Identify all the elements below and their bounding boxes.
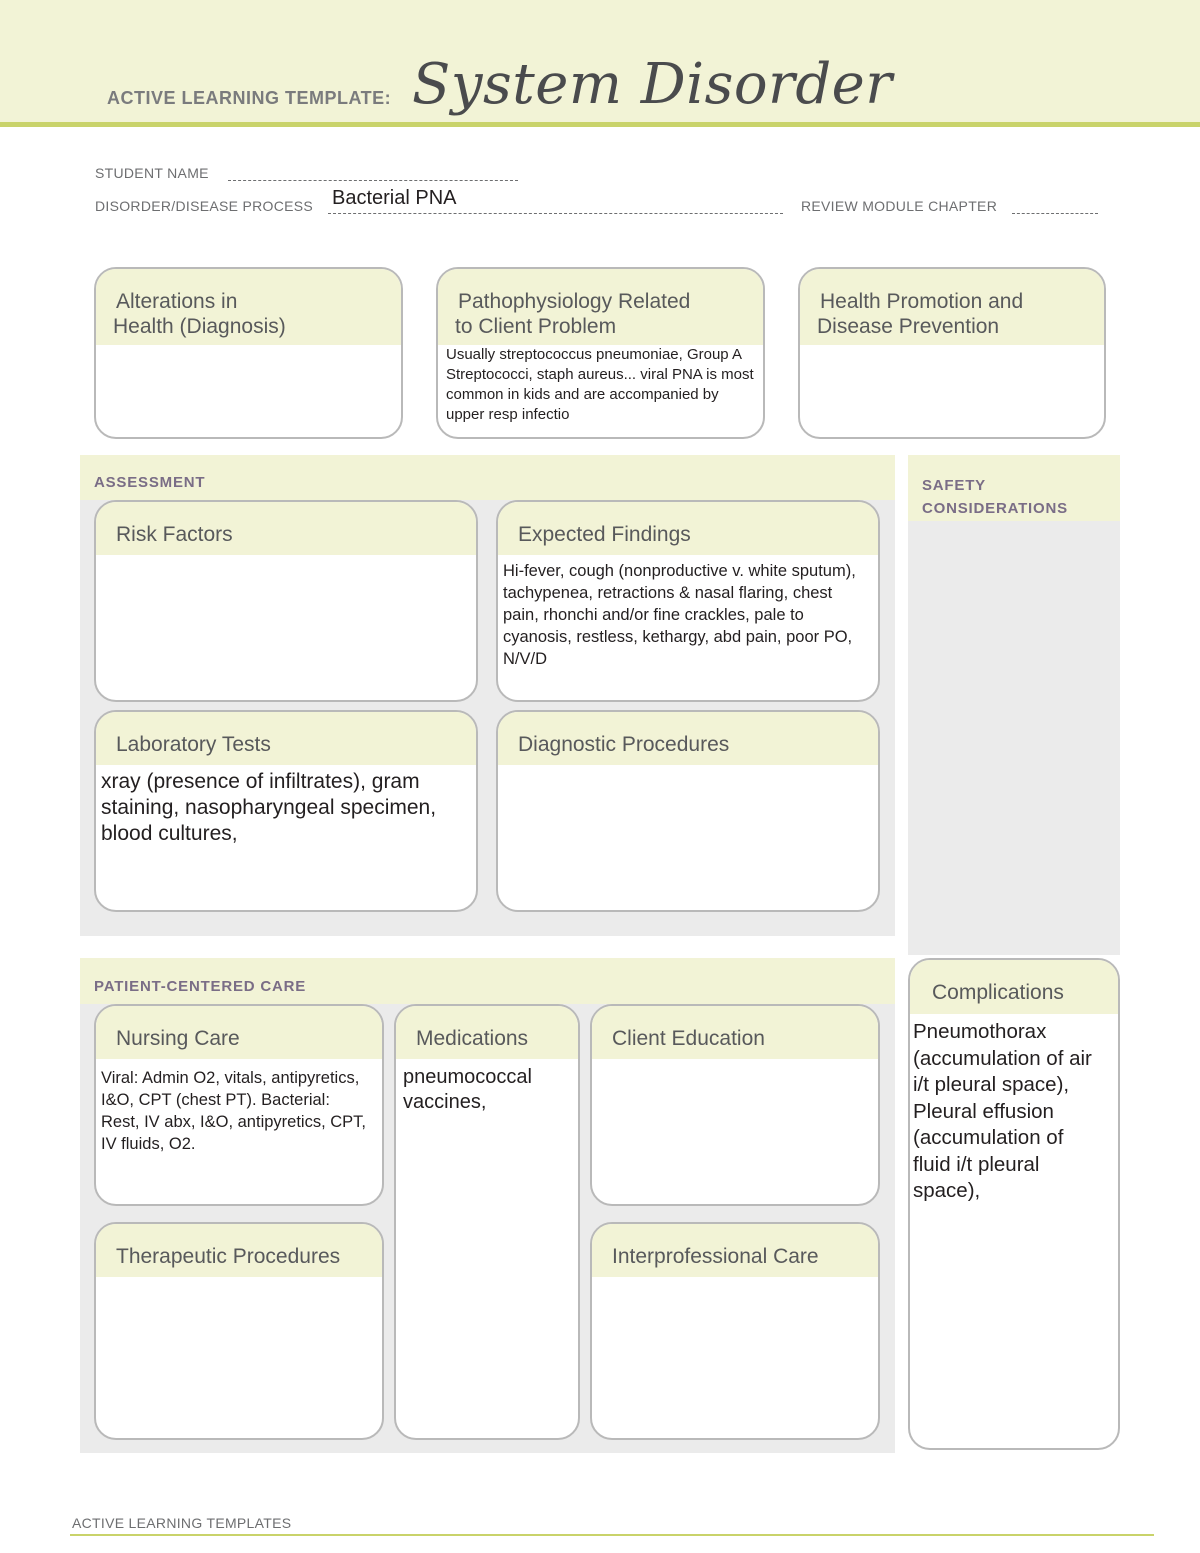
health-promotion-header [800, 269, 1104, 345]
health-promotion-title-line2: Disease Prevention [817, 315, 1000, 338]
header-rule [0, 122, 1200, 127]
expected-findings-header: Expected Findings [498, 502, 878, 555]
expected-findings-box[interactable] [496, 500, 880, 702]
medications-content: pneumococcal vaccines, [403, 1066, 532, 1113]
medications-header: Medications [396, 1006, 578, 1059]
therapeutic-procedures-header: Therapeutic Procedures [96, 1224, 382, 1277]
laboratory-tests-header: Laboratory Tests [96, 712, 476, 765]
disorder-value: Bacterial PNA [332, 187, 457, 209]
medications-box[interactable] [394, 1004, 580, 1440]
alterations-title-line1: Alterations in [116, 290, 238, 313]
health-promotion-box[interactable] [798, 267, 1106, 439]
pathophysiology-title-line1: Pathophysiology Related [458, 290, 691, 313]
diagnostic-procedures-content [498, 765, 878, 777]
complications-box[interactable] [908, 958, 1120, 1450]
risk-factors-box[interactable] [94, 500, 478, 702]
review-module-label: REVIEW MODULE CHAPTER [801, 198, 998, 214]
alterations-title-line2: Health (Diagnosis) [113, 315, 286, 338]
review-module-field[interactable] [1012, 213, 1098, 214]
laboratory-tests-box[interactable] [94, 710, 478, 912]
footer-label: ACTIVE LEARNING TEMPLATES [72, 1515, 292, 1531]
safety-section [908, 455, 1120, 955]
footer-rule [70, 1534, 1154, 1536]
diagnostic-procedures-box[interactable] [496, 710, 880, 912]
assessment-label: ASSESSMENT [94, 474, 206, 491]
diagnostic-procedures-header: Diagnostic Procedures [498, 712, 878, 765]
alterations-header [96, 269, 401, 345]
complications-content: Pneumothorax (accumulation of air i/t pleural space), Pleural effusion (accumulation of fluid i/t pleural space), [913, 1020, 1092, 1202]
client-education-box[interactable] [590, 1004, 880, 1206]
student-name-field[interactable] [228, 180, 518, 181]
student-name-label: STUDENT NAME [95, 165, 209, 181]
pathophysiology-content: Usually streptococcus pneumoniae, Group A Streptococci, staph aureus... viral PNA is most common in kids and are accompanied by upper resp infectio [446, 346, 754, 423]
alterations-content [96, 345, 401, 353]
therapeutic-procedures-box[interactable] [94, 1222, 384, 1440]
therapeutic-procedures-content [96, 1277, 382, 1289]
client-education-content [592, 1059, 878, 1071]
health-promotion-title-line1: Health Promotion and [820, 290, 1024, 313]
nursing-care-header: Nursing Care [96, 1006, 382, 1059]
risk-factors-header: Risk Factors [96, 502, 476, 555]
interprofessional-care-content [592, 1277, 878, 1289]
risk-factors-content [96, 555, 476, 567]
disorder-label: DISORDER/DISEASE PROCESS [95, 198, 314, 214]
safety-label-line1: SAFETY [922, 477, 986, 494]
nursing-care-box[interactable] [94, 1004, 384, 1206]
safety-label-line2: CONSIDERATIONS [922, 500, 1068, 517]
nursing-care-content: Viral: Admin O2, vitals, antipyretics, I&O, CPT (chest PT). Bacterial: Rest, IV abx, I&O, antipyretics, CPT, IV fluids, O2. [101, 1069, 367, 1153]
disorder-field[interactable] [328, 213, 783, 214]
expected-findings-content: Hi-fever, cough (nonproductive v. white sputum), tachypenea, retractions & nasal flaring, chest pain, rhonchi and/or fine crackles, pale to cyanosis, restless, kethargy, abd pain, poor PO, N/V/D [503, 562, 856, 668]
pathophysiology-header [438, 269, 763, 345]
safety-label [922, 474, 1068, 520]
pathophysiology-box[interactable] [436, 267, 765, 439]
interprofessional-care-box[interactable] [590, 1222, 880, 1440]
patient-centered-care-label: PATIENT-CENTERED CARE [94, 978, 307, 995]
complications-header: Complications [910, 960, 1118, 1014]
laboratory-tests-content: xray (presence of infiltrates), gram staining, nasopharyngeal specimen, blood cultures, [101, 770, 437, 845]
alterations-box[interactable] [94, 267, 403, 439]
template-title: System Disorder [412, 52, 893, 117]
pathophysiology-title-line2: to Client Problem [455, 315, 617, 338]
interprofessional-care-header: Interprofessional Care [592, 1224, 878, 1277]
template-label: ACTIVE LEARNING TEMPLATE: [107, 88, 392, 108]
health-promotion-content [800, 345, 1104, 353]
client-education-header: Client Education [592, 1006, 878, 1059]
